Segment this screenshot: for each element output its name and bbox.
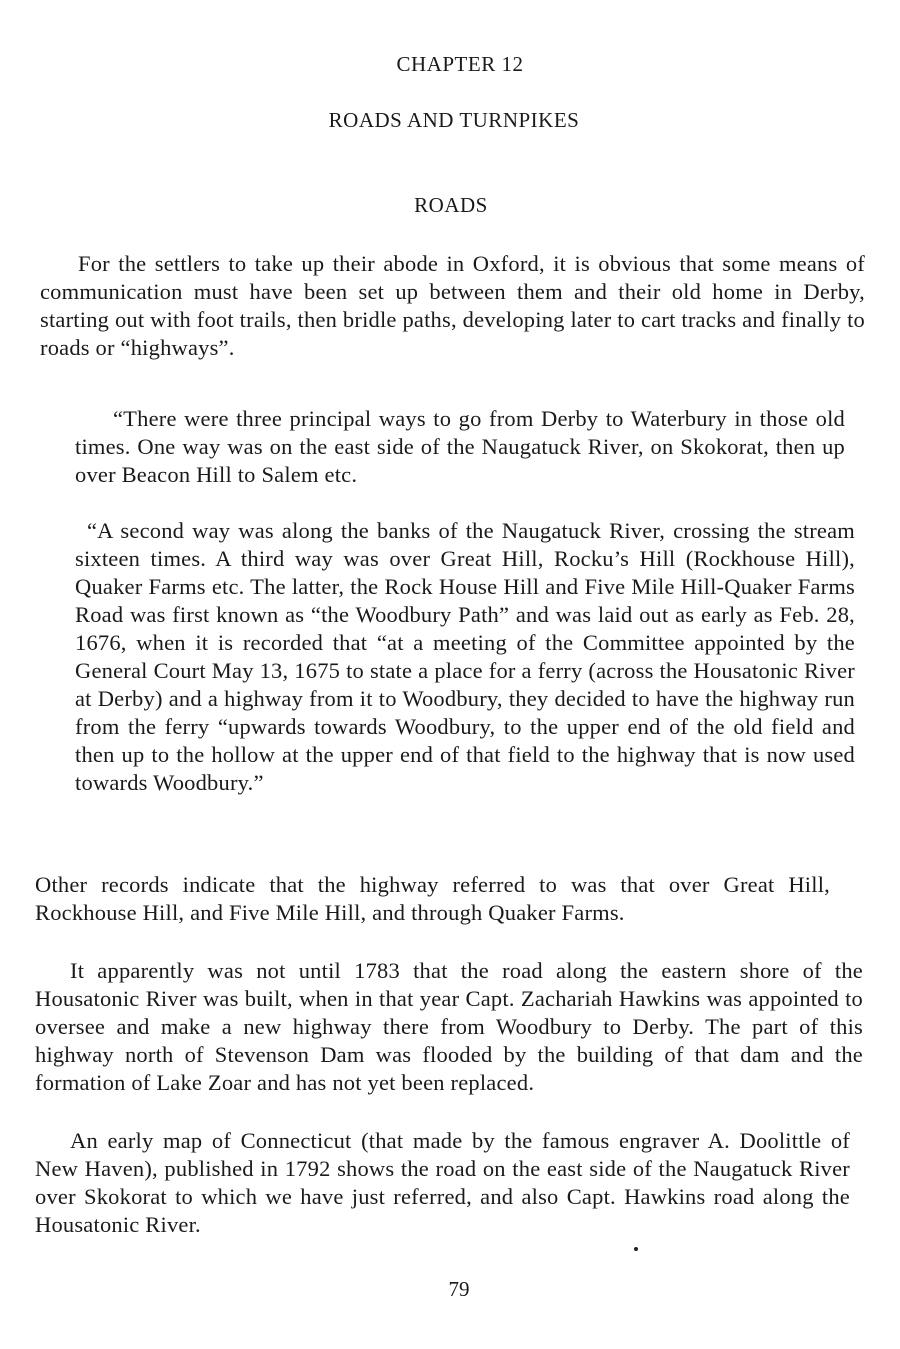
section-heading: ROADS: [414, 193, 488, 217]
paragraph-early-map: An early map of Connecticut (that made by the famous engraver A. Doolittle of New Haven), published in 1792 shows the road on the east side of the Naugatuck River over Skokorat to which we have just referred, and also Capt. Hawkins road along the Housatonic River.: [35, 1128, 850, 1237]
paragraph-other-records: Other records indicate that the highway referred to was that over Great Hill, Rockhouse Hill, and Five Mile Hill, and through Quaker Farms.: [35, 872, 830, 925]
paragraph-intro: For the settlers to take up their abode in Oxford, it is obvious that some means of communication must have been set up between them and their old home in Derby, starting out with foot trails, then bridle paths, developing later to cart tracks and finally to roads or “highways”.: [40, 251, 865, 360]
quote-paragraph-2: “A second way was along the banks of the Naugatuck River, crossing the stream sixteen times. A third way was over Great Hill, Rocku’s Hill (Rockhouse Hill), Quaker Farms etc. The latter, the Rock House Hill and Five Mile Hill-Quaker Farms Road was first known as “the Woodbury Path” and was laid out as early as Feb. 28, 1676, when it is recorded that “at a meeting of the Committee appointed by the General Court May 13, 1675 to state a place for a ferry (across the Housatonic River at Derby) and a highway from it to Woodbury, they decided to have the highway run from the ferry “upwards towards Woodbury, to the upper end of the old field and then up to the hollow at the upper end of that field to the highway that is now used towards Woodbury.”: [75, 518, 855, 795]
quote-paragraph-1: “There were three principal ways to go from Derby to Waterbury in those old times. One way was on the east side of the Naugatuck River, on Skokorat, then up over Beacon Hill to Salem etc.: [75, 406, 845, 487]
paragraph-1783-road: It apparently was not until 1783 that the road along the eastern shore of the Housatonic River was built, when in that year Capt. Zachariah Hawkins was appointed to oversee and make a new highway there from Woodbury to Derby. The part of this highway north of Stevenson Dam was flooded by the building of that dam and the formation of Lake Zoar and has not yet been replaced.: [35, 958, 863, 1095]
ink-speck: [634, 1247, 638, 1251]
chapter-title: ROADS AND TURNPIKES: [328, 108, 580, 132]
page-number: 79: [448, 1277, 470, 1301]
chapter-heading: CHAPTER 12: [396, 52, 524, 76]
